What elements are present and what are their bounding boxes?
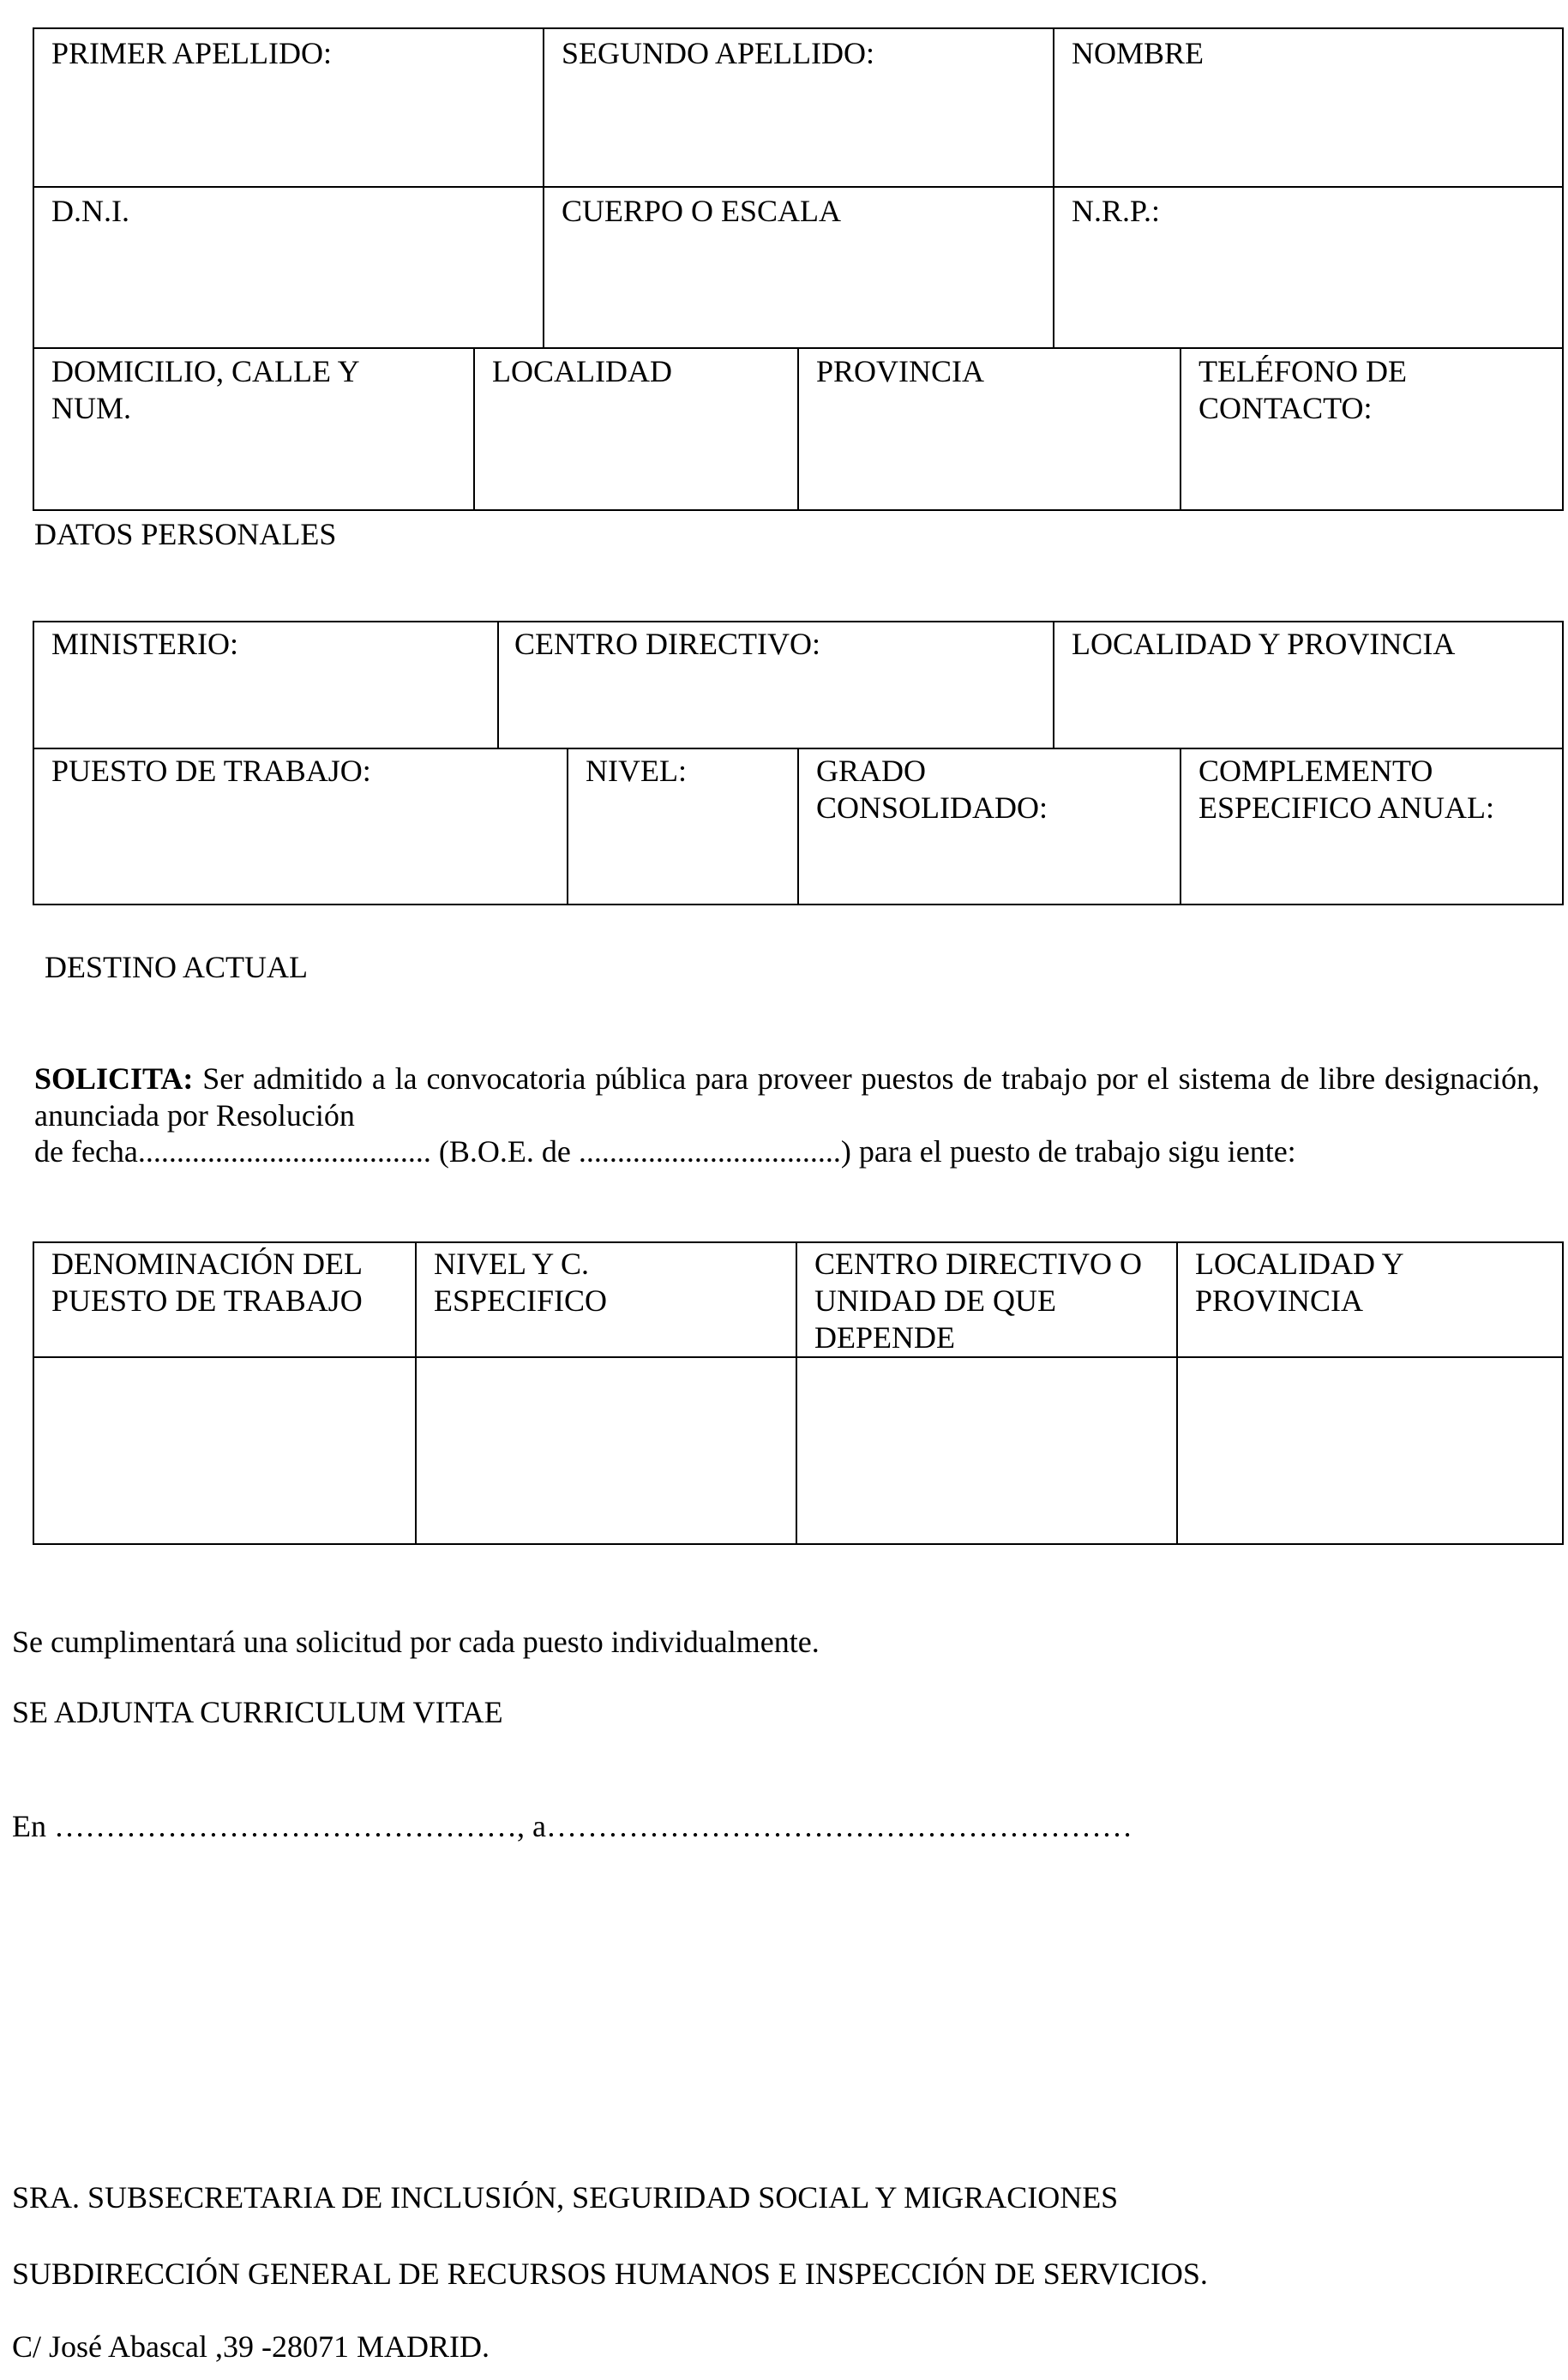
- field-label-domicilio: DOMICILIO, CALLE Y NUM.: [51, 354, 360, 425]
- request-date-line: de fecha...................................... (B.O.E. de ..................................) para el puesto de trabajo sigu iente:: [34, 1134, 1296, 1169]
- section-caption-current-post: DESTINO ACTUAL: [45, 950, 308, 984]
- postal-address: C/ José Abascal ,39 -28071 MADRID.: [12, 2329, 490, 2364]
- table-divider: [1176, 1241, 1178, 1545]
- table-divider: [473, 347, 475, 510]
- column-header-localidad-provincia: LOCALIDAD Y PROVINCIA: [1195, 1247, 1404, 1318]
- field-label-dni: D.N.I.: [51, 194, 129, 228]
- field-label-segundo-apellido: SEGUNDO APELLIDO:: [562, 36, 874, 70]
- table-divider: [33, 1356, 1564, 1358]
- column-header-denominacion: DENOMINACIÓN DEL PUESTO DE TRABAJO: [51, 1247, 363, 1318]
- place-date-line: En ………………………………………, a…………………………………………………: [12, 1809, 1132, 1843]
- table-divider: [797, 748, 799, 905]
- table-divider: [567, 748, 568, 905]
- request-text: Ser admitido a la convocatoria pública para proveer puestos de trabajo por el sistema de libre designación, anunciada por Resolución: [34, 1061, 1540, 1133]
- note-individual-request: Se cumplimentará una solicitud por cada puesto individualmente.: [12, 1625, 820, 1659]
- field-label-centro-directivo: CENTRO DIRECTIVO:: [514, 627, 820, 661]
- field-label-grado-consolidado: GRADO CONSOLIDADO:: [816, 754, 1048, 825]
- table-divider: [797, 347, 799, 510]
- field-label-localidad: LOCALIDAD: [492, 354, 672, 388]
- request-label: SOLICITA:: [34, 1061, 194, 1096]
- addressee: SRA. SUBSECRETARIA DE INCLUSIÓN, SEGURIDAD SOCIAL Y MIGRACIONES: [12, 2180, 1119, 2215]
- field-label-nivel: NIVEL:: [586, 754, 687, 788]
- column-header-centro-directivo: CENTRO DIRECTIVO O UNIDAD DE QUE DEPENDE: [814, 1247, 1142, 1355]
- note-curriculum: SE ADJUNTA CURRICULUM VITAE: [12, 1695, 503, 1729]
- table-divider: [1053, 621, 1054, 748]
- table-divider: [497, 621, 499, 748]
- table-divider: [415, 1241, 417, 1545]
- table-divider: [33, 186, 1564, 188]
- table-divider: [1180, 748, 1181, 905]
- field-label-puesto-trabajo: PUESTO DE TRABAJO:: [51, 754, 371, 788]
- field-label-provincia: PROVINCIA: [816, 354, 985, 388]
- field-label-localidad-provincia: LOCALIDAD Y PROVINCIA: [1072, 627, 1456, 661]
- table-divider: [1053, 27, 1054, 348]
- column-header-nivel-especifico: NIVEL Y C. ESPECIFICO: [434, 1247, 608, 1318]
- department: SUBDIRECCIÓN GENERAL DE RECURSOS HUMANOS E INSPECCIÓN DE SERVICIOS.: [12, 2257, 1208, 2291]
- table-divider: [543, 27, 544, 348]
- field-label-ministerio: MINISTERIO:: [51, 627, 238, 661]
- table-divider: [1180, 347, 1181, 510]
- field-label-cuerpo-escala: CUERPO O ESCALA: [562, 194, 842, 228]
- field-label-complemento-especifico: COMPLEMENTO ESPECIFICO ANUAL:: [1199, 754, 1495, 825]
- request-paragraph: [34, 1061, 1540, 1134]
- field-label-nrp: N.R.P.:: [1072, 194, 1161, 228]
- field-label-nombre: NOMBRE: [1072, 36, 1205, 70]
- section-caption-personal-data: DATOS PERSONALES: [34, 517, 337, 551]
- table-divider: [796, 1241, 797, 1545]
- field-label-primer-apellido: PRIMER APELLIDO:: [51, 36, 333, 70]
- field-label-telefono: TELÉFONO DE CONTACTO:: [1199, 354, 1407, 425]
